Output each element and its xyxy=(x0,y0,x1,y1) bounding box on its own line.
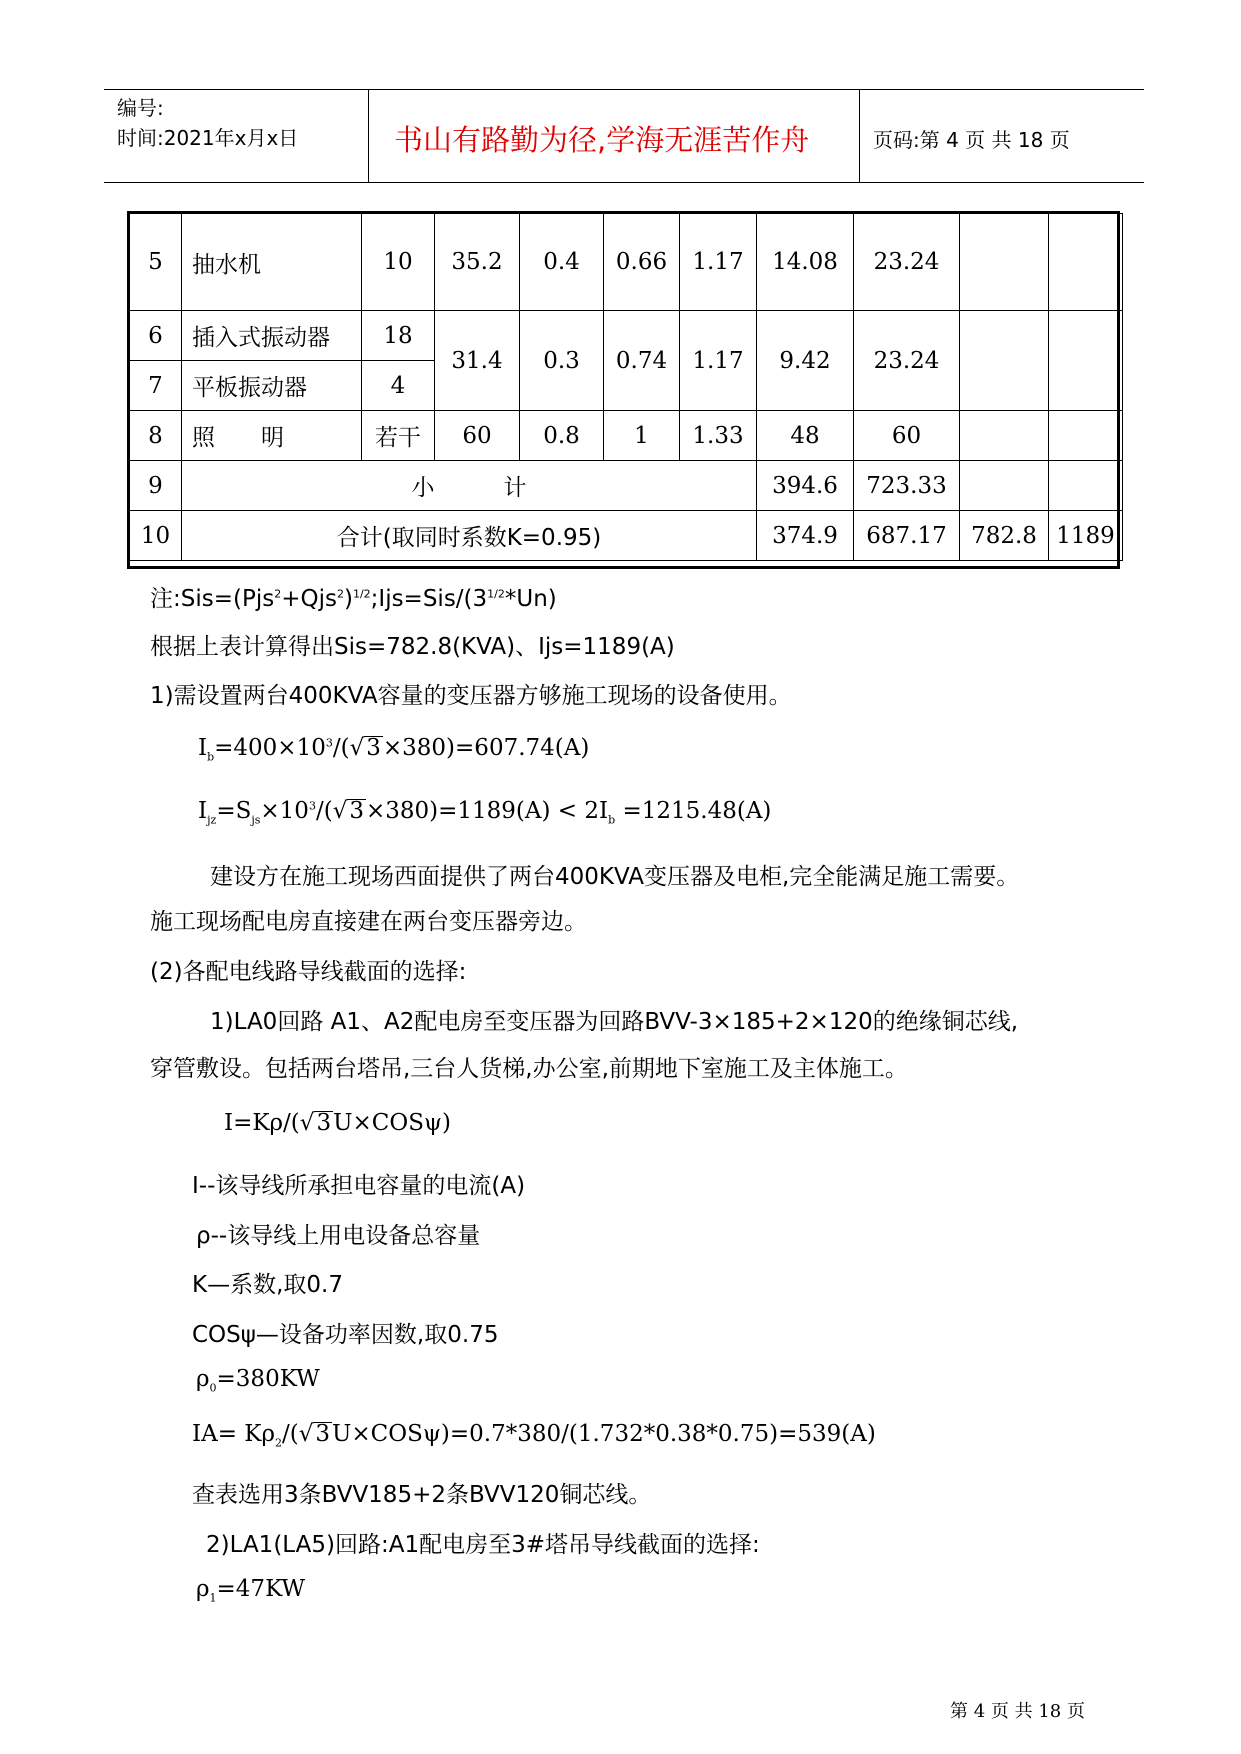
header-divider-left xyxy=(368,89,369,183)
cell-p: 35.2 xyxy=(435,214,520,311)
cell-ijs: 1189 xyxy=(1049,511,1123,561)
cell-no: 9 xyxy=(130,461,182,511)
cell-ijs xyxy=(1049,461,1123,511)
formula-ijz: $I_{jz}=S_{js}\times 10^3/(√3\times 380)=1189(A) < 2I_b =1215.48(A)$ xyxy=(198,798,772,827)
formula-note: 注$:Sis=(Pjs^2+Qjs^2)^{1/2};Ijs=Sis/(3^{1/2}*Un)$ xyxy=(150,586,557,612)
cell-no: 6 xyxy=(130,311,182,361)
formula-ia: $IA= K\rho_2/(√3U\times COS\psi)=0.7*380/(1.732*0.38*0.75)=539(A)$ xyxy=(192,1421,876,1450)
cell-tg: 1.17 xyxy=(680,214,757,311)
table-row xyxy=(130,461,1123,511)
cell-kx: 0.4 xyxy=(520,214,604,311)
cell-qty: 18 xyxy=(362,311,435,361)
cell-cos: 1 xyxy=(604,411,680,461)
rho0-value: $\rho_0=380KW$ xyxy=(196,1366,320,1395)
paragraph-la0: 1)LA0回路 A1、A2配电房至变压器为回路BVV-3×185+2×120的绝缘铜芯线, xyxy=(210,1009,1019,1035)
cell-qty: 4 xyxy=(362,361,435,411)
header-motto: 书山有路勤为径,学海无涯苦作舟 xyxy=(394,123,810,157)
cell-qty: 若干 xyxy=(362,411,435,461)
cell-no: 7 xyxy=(130,361,182,411)
cell-qjs: 23.24 xyxy=(854,311,960,411)
header-divider-right xyxy=(859,89,860,183)
cell-tg: 1.33 xyxy=(680,411,757,461)
selection-text: 查表选用3条BVV185+2条BVV120铜芯线。 xyxy=(192,1482,652,1508)
cell-p: 60 xyxy=(435,411,520,461)
cell-no: 5 xyxy=(130,214,182,311)
header-time-label: 时间:2021年x月x日 xyxy=(117,126,299,150)
cell-name: 照 明 xyxy=(182,411,362,461)
header-page-label: 页码:第 4 页 共 18 页 xyxy=(873,128,1070,152)
cell-ijs xyxy=(1049,411,1123,461)
paragraph-transformer-cont: 施工现场配电房直接建在两台变压器旁边。 xyxy=(150,909,587,935)
cell-cos: 0.74 xyxy=(604,311,680,411)
cell-p: 31.4 xyxy=(435,311,520,411)
cell-qjs: 60 xyxy=(854,411,960,461)
cell-no: 10 xyxy=(130,511,182,561)
table-row xyxy=(130,311,1123,361)
cell-kx: 0.3 xyxy=(520,311,604,411)
cell-sjs xyxy=(960,411,1049,461)
cell-qty: 10 xyxy=(362,214,435,311)
cell-tg: 1.17 xyxy=(680,311,757,411)
cell-pjs: 374.9 xyxy=(757,511,854,561)
paragraph-la0-cont: 穿管敷设。包括两台塔吊,三台人货梯,办公室,前期地下室施工及主体施工。 xyxy=(150,1056,908,1082)
footer-page-number: 第 4 页 共 18 页 xyxy=(950,1701,1085,1722)
calculation-result: 根据上表计算得出Sis=782.8(KVA)、Ijs=1189(A) xyxy=(150,634,675,660)
header-bottom-rule xyxy=(104,182,1144,183)
cell-qjs: 23.24 xyxy=(854,214,960,311)
cell-ijs xyxy=(1049,311,1123,411)
definition-rho: ρ--该导线上用电设备总容量 xyxy=(196,1223,481,1249)
header-top-rule xyxy=(104,89,1144,90)
table-row xyxy=(130,214,1123,311)
cell-sjs: 782.8 xyxy=(960,511,1049,561)
cell-qjs: 687.17 xyxy=(854,511,960,561)
cell-no: 8 xyxy=(130,411,182,461)
paragraph-la1: 2)LA1(LA5)回路:A1配电房至3#塔吊导线截面的选择: xyxy=(206,1532,760,1558)
paragraph-transformer: 建设方在施工现场西面提供了两台400KVA变压器及电柜,完全能满足施工需要。 xyxy=(210,864,1020,890)
item-1-text: 1)需设置两台400KVA容量的变压器方够施工现场的设备使用。 xyxy=(150,683,792,709)
cell-cos: 0.66 xyxy=(604,214,680,311)
header-serial-label: 编号: xyxy=(117,96,164,120)
cell-pjs: 394.6 xyxy=(757,461,854,511)
cell-pjs: 48 xyxy=(757,411,854,461)
cell-kx: 0.8 xyxy=(520,411,604,461)
cell-ijs xyxy=(1049,214,1123,311)
rho1-value: $\rho_1=47KW$ xyxy=(196,1576,306,1605)
definition-i: I--该导线所承担电容量的电流(A) xyxy=(192,1173,526,1199)
section-2-heading: (2)各配电线路导线截面的选择: xyxy=(150,959,467,985)
cell-name: 抽水机 xyxy=(182,214,362,311)
table-row xyxy=(130,511,1123,561)
formula-ib: $I_b=400\times 10^3/(√3\times 380)=607.74(A)$ xyxy=(198,735,590,764)
formula-current: I=Kρ/(√3U×COSψ) xyxy=(224,1110,451,1136)
table-row xyxy=(130,411,1123,461)
cell-sjs xyxy=(960,214,1049,311)
definition-k: K—系数,取0.7 xyxy=(192,1272,343,1298)
cell-qjs: 723.33 xyxy=(854,461,960,511)
cell-sjs xyxy=(960,461,1049,511)
cell-name: 插入式振动器 xyxy=(182,311,362,361)
cell-pjs: 9.42 xyxy=(757,311,854,411)
load-calculation-table xyxy=(129,213,1123,561)
cell-pjs: 14.08 xyxy=(757,214,854,311)
cell-sjs xyxy=(960,311,1049,411)
cell-total-label: 合计(取同时系数K=0.95) xyxy=(182,511,757,561)
definition-cos: COSψ—设备功率因数,取0.75 xyxy=(192,1322,499,1348)
cell-subtotal-label: 小 计 xyxy=(182,461,757,511)
cell-name: 平板振动器 xyxy=(182,361,362,411)
